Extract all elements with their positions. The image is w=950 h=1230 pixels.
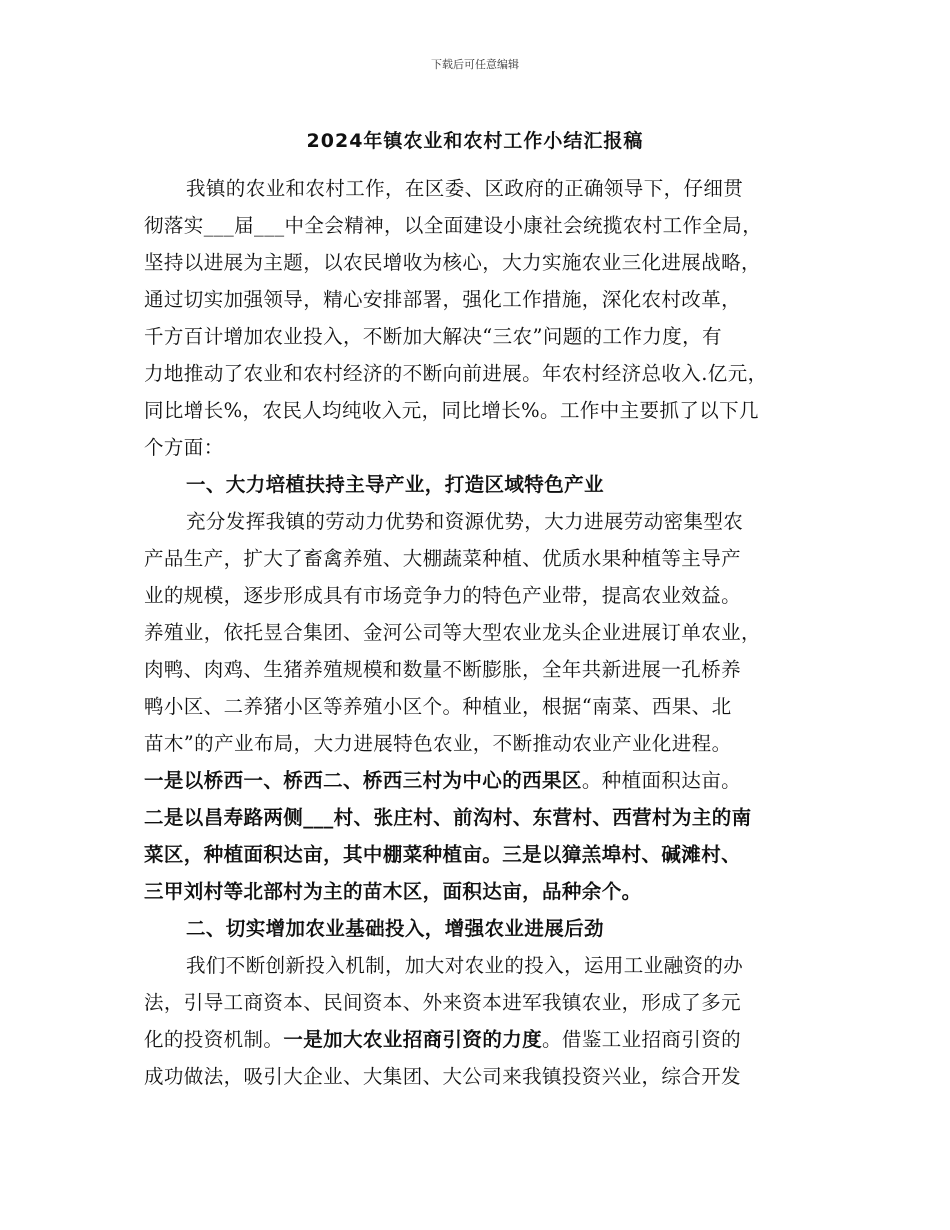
text-line: 我们不断创新投入机制，加大对农业的投入，运用工业融资的办: [186, 954, 744, 977]
line-text: 化的投资机制。: [144, 1028, 284, 1051]
text-line: 同比增长%，农民人均纯收入元，同比增长%。工作中主要抓了以下几: [144, 399, 759, 422]
text-line: 业的规模，逐步形成具有市场竞争力的特色产业带，提高农业效益。: [144, 584, 742, 607]
text-line: 力地推动了农业和农村经济的不断向前进展。年农村经济总收入.亿元，: [144, 362, 768, 385]
bold-phrase: 一是以桥西一、桥西二、桥西三村为中心的西果区: [144, 769, 582, 792]
text-line: 苗木”的产业布局，大力进展特色农业，不断推动农业产业化进程。: [144, 732, 732, 755]
text-line: 千方百计增加农业投入，不断加大解决“三农”问题的工作力度，有: [144, 325, 722, 348]
text-line: 二是以昌寿路两侧___村、张庄村、前沟村、东营村、西营村为主的南: [144, 806, 752, 829]
text-line: 三甲刘村等北部村为主的苗木区，面积达亩，品种余个。: [144, 880, 642, 903]
document-title: 2024年镇农业和农村工作小结汇报稿: [306, 130, 644, 152]
text-line: [144, 762, 814, 799]
document-body: [144, 170, 814, 1095]
text-line: 充分发挥我镇的劳动力优势和资源优势，大力进展劳动密集型农: [186, 510, 744, 533]
section-heading: 二、切实增加农业基础投入，增强农业进展后劲: [186, 917, 604, 940]
line-text-tail: 。借鉴工业招商引资的: [542, 1028, 742, 1051]
text-line: 鸭小区、二养猪小区等养殖小区个。种植业，根据“南菜、西果、北: [144, 695, 732, 718]
text-line: 成功做法，吸引大企业、大集团、大公司来我镇投资兴业，综合开发: [144, 1065, 742, 1088]
text-line: 我镇的农业和农村工作，在区委、区政府的正确领导下，仔细贯: [186, 177, 744, 200]
section-heading: 一、大力培植扶持主导产业，打造区域特色产业: [186, 473, 604, 496]
header-note: 下载后可任意编辑: [431, 58, 519, 71]
text-line: 通过切实加强领导，精心安排部署，强化工作措施，深化农村改革，: [144, 288, 742, 311]
line-text: 。种植面积达亩。: [581, 769, 742, 792]
text-line: 坚持以进展为主题，以农民增收为核心，大力实施农业三化进展战略，: [144, 251, 761, 274]
text-line: 肉鸭、肉鸡、生猪养殖规模和数量不断膨胀，全年共新进展一孔桥养: [144, 658, 742, 681]
bold-phrase: 一是加大农业招商引资的力度: [283, 1028, 543, 1051]
text-line: 养殖业，依托昱合集团、金河公司等大型农业龙头企业进展订单农业，: [144, 621, 761, 644]
text-line: 菜区，种植面积达亩，其中棚菜种植亩。三是以獐羔埠村、碱滩村、: [144, 843, 742, 866]
text-line: 产品生产，扩大了畜禽养殖、大棚蔬菜种植、优质水果种植等主导产: [144, 547, 742, 570]
text-line: 彻落实___届___中全会精神，以全面建设小康社会统揽农村工作全局，: [144, 214, 763, 237]
text-line: [144, 1021, 814, 1058]
text-line: 法，引导工商资本、民间资本、外来资本进军我镇农业，形成了多元: [144, 991, 742, 1014]
text-line: 个方面：: [144, 436, 224, 459]
